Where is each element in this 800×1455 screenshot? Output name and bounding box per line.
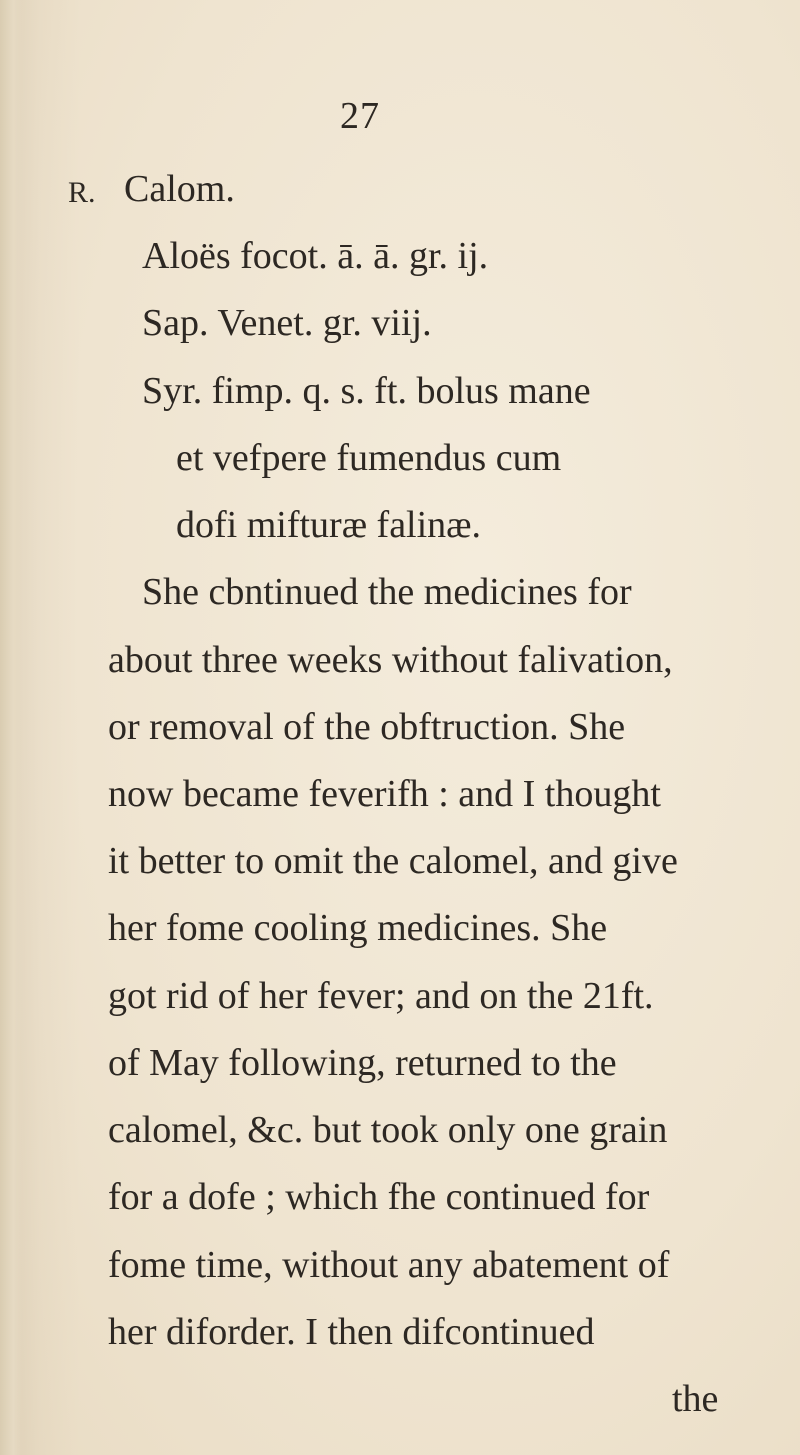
prescription-line: dofi mifturæ falinæ. <box>176 504 482 547</box>
text-line: now became feverifh : and I thought <box>108 773 661 815</box>
text-line: her diforder. I then difcontinued <box>108 1310 595 1353</box>
text-line: of May following, returned to the <box>108 1041 617 1084</box>
text-line: calomel, &c. but took only one grain <box>108 1109 668 1152</box>
page-gutter-shadow <box>0 0 22 1455</box>
text-line: got rid of her fever; and on the 21ft. <box>108 974 654 1017</box>
text-line: She cbntinued the medicines for <box>142 571 632 614</box>
text-line: or removal of the obftruction. She <box>108 705 626 748</box>
text-line: it better to omit the calomel, and give <box>108 840 678 883</box>
text-line: about three weeks without falivation, <box>108 638 673 681</box>
prescription-line: Sap. Venet. gr. viij. <box>142 302 432 345</box>
recipe-symbol: R. <box>68 176 96 209</box>
prescription-line: Syr. fimp. q. s. ft. bolus mane <box>142 369 591 412</box>
prescription-line: Aloës focot. ā. ā. gr. ij. <box>142 235 489 278</box>
page-number: 27 <box>340 95 380 137</box>
text-line: her fome cooling medicines. She <box>108 907 608 950</box>
prescription-line: Calom. <box>124 168 235 210</box>
prescription-line: et vefpere fumendus cum <box>176 436 562 479</box>
text-line: for a dofe ; which fhe continued for <box>108 1176 650 1219</box>
catchword: the <box>672 1378 719 1420</box>
text-line: fome time, without any abatement of <box>108 1243 670 1286</box>
